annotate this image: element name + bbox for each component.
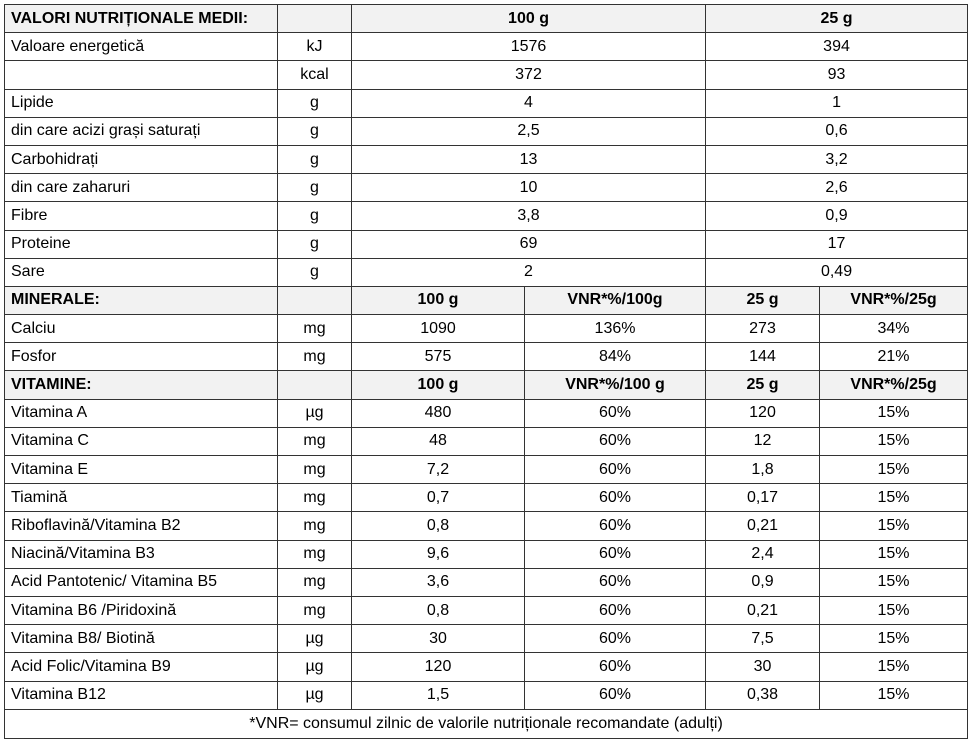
nutrient-unit: g [278,89,352,117]
nutrient-name: Vitamina C [5,427,278,455]
nutrient-unit: µg [278,399,352,427]
table-row [5,315,968,343]
table-row [5,625,968,653]
vnr-25g: 15% [820,596,968,624]
value-100g: 13 [352,145,706,173]
nutrient-name: Lipide [5,89,278,117]
vnr-100g: 136% [525,315,706,343]
col-100g-header: 100 g [352,286,525,314]
value-100g: 69 [352,230,706,258]
value-100g: 7,2 [352,456,525,484]
vitamins-title: VITAMINE: [5,371,278,399]
nutrition-table [4,4,968,739]
col-vnr-25g-header: VNR*%/25g [820,286,968,314]
value-25g: 12 [706,427,820,455]
vnr-100g: 60% [525,596,706,624]
vnr-25g: 15% [820,681,968,709]
vnr-100g: 60% [525,512,706,540]
vnr-25g: 15% [820,512,968,540]
value-25g: 17 [706,230,968,258]
col-100g-header: 100 g [352,371,525,399]
value-25g: 144 [706,343,820,371]
unit-header [278,286,352,314]
nutrient-unit: mg [278,540,352,568]
nutrient-unit: mg [278,512,352,540]
vnr-25g: 15% [820,427,968,455]
vnr-25g: 15% [820,540,968,568]
col-25g-header: 25 g [706,5,968,33]
value-25g: 0,17 [706,484,820,512]
value-100g: 2,5 [352,117,706,145]
value-25g: 0,9 [706,202,968,230]
minerals-header-row [5,286,968,314]
value-100g: 2 [352,258,706,286]
value-100g: 0,8 [352,512,525,540]
nutrient-name: Tiamină [5,484,278,512]
nutrient-name: Valoare energetică [5,33,278,61]
col-25g-header: 25 g [706,286,820,314]
nutrient-name: Acid Folic/Vitamina B9 [5,653,278,681]
nutrient-name: Vitamina B6 /Piridoxină [5,596,278,624]
table-row [5,202,968,230]
table-row [5,456,968,484]
vnr-25g: 15% [820,399,968,427]
vnr-100g: 60% [525,681,706,709]
nutrient-unit: kcal [278,61,352,89]
value-25g: 394 [706,33,968,61]
value-25g: 93 [706,61,968,89]
value-25g: 3,2 [706,145,968,173]
table-row [5,568,968,596]
vnr-25g: 34% [820,315,968,343]
value-100g: 3,6 [352,568,525,596]
vnr-100g: 60% [525,625,706,653]
footnote-row [5,709,968,738]
nutrient-unit: g [278,258,352,286]
nutrient-name: din care zaharuri [5,174,278,202]
nutrient-name: Proteine [5,230,278,258]
vnr-100g: 60% [525,484,706,512]
value-100g: 9,6 [352,540,525,568]
nutrient-name: Vitamina A [5,399,278,427]
table-row [5,174,968,202]
value-25g: 0,6 [706,117,968,145]
nutrient-name: Riboflavină/Vitamina B2 [5,512,278,540]
vnr-25g: 15% [820,625,968,653]
value-100g: 3,8 [352,202,706,230]
nutrient-unit: g [278,230,352,258]
table-row [5,653,968,681]
nutrient-name: Fosfor [5,343,278,371]
nutrient-unit: µg [278,681,352,709]
nutrient-unit: mg [278,427,352,455]
table-row [5,117,968,145]
value-100g: 372 [352,61,706,89]
nutrient-name: Sare [5,258,278,286]
nutrient-unit: g [278,174,352,202]
value-100g: 4 [352,89,706,117]
col-100g-header: 100 g [352,5,706,33]
nutrient-unit: mg [278,456,352,484]
nutrient-unit: mg [278,596,352,624]
nutrient-name: Calciu [5,315,278,343]
value-25g: 273 [706,315,820,343]
nutrient-unit: mg [278,484,352,512]
vnr-100g: 60% [525,568,706,596]
nutrient-unit: kJ [278,33,352,61]
nutrient-unit: mg [278,343,352,371]
vnr-100g: 60% [525,399,706,427]
col-25g-header: 25 g [706,371,820,399]
nutrient-name [5,61,278,89]
value-25g: 0,21 [706,596,820,624]
table-row [5,89,968,117]
vnr-25g: 15% [820,653,968,681]
col-vnr-25g-header: VNR*%/25g [820,371,968,399]
table-row [5,681,968,709]
table-title: VALORI NUTRIȚIONALE MEDII: [5,5,278,33]
vnr-100g: 84% [525,343,706,371]
nutrient-name: Vitamina E [5,456,278,484]
nutrient-name: Vitamina B12 [5,681,278,709]
value-100g: 1,5 [352,681,525,709]
value-100g: 0,8 [352,596,525,624]
value-25g: 0,49 [706,258,968,286]
value-25g: 7,5 [706,625,820,653]
nutrient-unit: g [278,202,352,230]
value-25g: 2,4 [706,540,820,568]
value-25g: 2,6 [706,174,968,202]
vnr-100g: 60% [525,456,706,484]
table-row [5,145,968,173]
vitamins-header-row [5,371,968,399]
value-100g: 120 [352,653,525,681]
nutrient-name: Carbohidrați [5,145,278,173]
nutrient-unit: mg [278,315,352,343]
value-25g: 1,8 [706,456,820,484]
value-25g: 30 [706,653,820,681]
value-25g: 1 [706,89,968,117]
value-100g: 30 [352,625,525,653]
unit-header [278,5,352,33]
nutrient-unit: g [278,117,352,145]
value-25g: 0,38 [706,681,820,709]
value-100g: 1576 [352,33,706,61]
table-row [5,540,968,568]
nutrient-name: Vitamina B8/ Biotină [5,625,278,653]
vnr-100g: 60% [525,653,706,681]
nutrient-unit: g [278,145,352,173]
table-header-row [5,5,968,33]
table-row [5,484,968,512]
nutrient-unit: µg [278,653,352,681]
value-100g: 480 [352,399,525,427]
nutrient-unit: µg [278,625,352,653]
vnr-25g: 15% [820,456,968,484]
table-row [5,399,968,427]
value-25g: 120 [706,399,820,427]
vnr-25g: 15% [820,568,968,596]
value-100g: 575 [352,343,525,371]
vnr-25g: 21% [820,343,968,371]
nutrient-name: Acid Pantotenic/ Vitamina B5 [5,568,278,596]
footnote: *VNR= consumul zilnic de valorile nutriționale recomandate (adulți) [5,709,968,738]
table-row [5,343,968,371]
nutrient-unit: mg [278,568,352,596]
nutrient-name: Fibre [5,202,278,230]
value-100g: 0,7 [352,484,525,512]
table-row [5,230,968,258]
table-row [5,427,968,455]
nutrient-name: din care acizi grași saturați [5,117,278,145]
table-row [5,512,968,540]
table-row [5,258,968,286]
vnr-100g: 60% [525,427,706,455]
col-vnr-100g-header: VNR*%/100 g [525,371,706,399]
value-100g: 1090 [352,315,525,343]
vnr-25g: 15% [820,484,968,512]
col-vnr-100g-header: VNR*%/100g [525,286,706,314]
value-100g: 10 [352,174,706,202]
minerals-title: MINERALE: [5,286,278,314]
nutrient-name: Niacină/Vitamina B3 [5,540,278,568]
table-row [5,596,968,624]
value-100g: 48 [352,427,525,455]
table-row [5,61,968,89]
value-25g: 0,9 [706,568,820,596]
vnr-100g: 60% [525,540,706,568]
value-25g: 0,21 [706,512,820,540]
table-row [5,33,968,61]
unit-header [278,371,352,399]
